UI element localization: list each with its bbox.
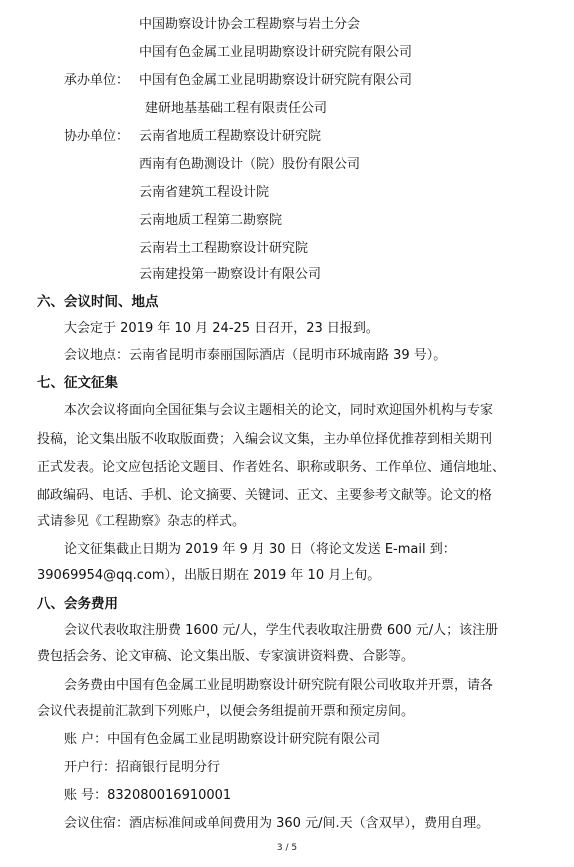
- co-organizer-item-2: 西南有色勘测设计（院）股份有限公司: [139, 157, 361, 172]
- section-7-line-3: 正式发表。论文应包括论文题目、作者姓名、职称或职务、工作单位、通信地址、: [37, 460, 506, 475]
- host-item-1: 中国有色金属工业昆明勘察设计研究院有限公司: [139, 73, 413, 88]
- co-organizer-label: 协办单位：: [64, 129, 130, 144]
- host-item-2: 建研地基基础工程有限责任公司: [145, 101, 328, 116]
- section-6-heading: 六、会议时间、地点: [37, 294, 159, 310]
- section-7-line-7: 39069954@qq.com），出版日期在 2019 年 10 月上旬。: [37, 568, 381, 583]
- account-name-line: 账 户：中国有色金属工业昆明勘察设计研究院有限公司: [64, 732, 381, 747]
- co-organizer-item-4: 云南地质工程第二勘察院: [139, 213, 283, 228]
- co-organizer-item-1: 云南省地质工程勘察设计研究院: [139, 129, 322, 144]
- co-organizer-item-3: 云南省建筑工程设计院: [139, 185, 270, 200]
- section-8-heading: 八、会务费用: [37, 596, 118, 612]
- section-6-line-2: 会议地点：云南省昆明市泰丽国际酒店（昆明市环城南路 39 号）。: [64, 348, 447, 363]
- section-7-line-1: 本次会议将面向全国征集与会议主题相关的论文，同时欢迎国外机构与专家: [64, 403, 494, 418]
- page-number: 3 / 5: [276, 843, 298, 853]
- organizer-line-1: 中国勘察设计协会工程勘察与岩土分会: [139, 17, 361, 32]
- co-organizer-item-6: 云南建投第一勘察设计有限公司: [139, 267, 322, 282]
- section-7-line-5: 式请参见《工程勘察》杂志的样式。: [37, 514, 246, 529]
- section-8-line-3: 会务费由中国有色金属工业昆明勘察设计研究院有限公司收取并开票，请各: [64, 678, 494, 693]
- section-7-line-6: 论文征集截止日期为 2019 年 9 月 30 日（将论文发送 E-mail 到：: [64, 542, 456, 557]
- section-7-line-2: 投稿，论文集出版不收取版面费；入编会议文集，主办单位择优推荐到相关期刊: [37, 432, 493, 447]
- section-7-heading: 七、征文征集: [37, 375, 118, 391]
- bank-line: 开户行：招商银行昆明分行: [64, 760, 221, 775]
- co-organizer-item-5: 云南岩土工程勘察设计研究院: [139, 241, 309, 256]
- account-number-line: 账 号：832080016910001: [64, 788, 232, 803]
- section-6-line-1: 大会定于 2019 年 10 月 24-25 日召开，23 日报到。: [64, 321, 379, 336]
- organizer-line-2: 中国有色金属工业昆明勘察设计研究院有限公司: [139, 45, 413, 60]
- accommodation-line: 会议住宿：酒店标准间或单间费用为 360 元/间.天（含双早），费用自理。: [64, 816, 490, 831]
- section-8-line-2: 费包括会务、论文审稿、论文集出版、专家演讲资料费、合影等。: [37, 649, 415, 664]
- section-8-line-1: 会议代表收取注册费 1600 元/人，学生代表收取注册费 600 元/人；该注册: [64, 623, 499, 638]
- section-7-line-4: 邮政编码、电话、手机、论文摘要、关键词、正文、主要参考文献等。论文的格: [37, 488, 493, 503]
- section-8-line-4: 会议代表提前汇款到下列账户，以便会务组提前开票和预定房间。: [37, 704, 415, 719]
- host-label: 承办单位：: [64, 73, 130, 88]
